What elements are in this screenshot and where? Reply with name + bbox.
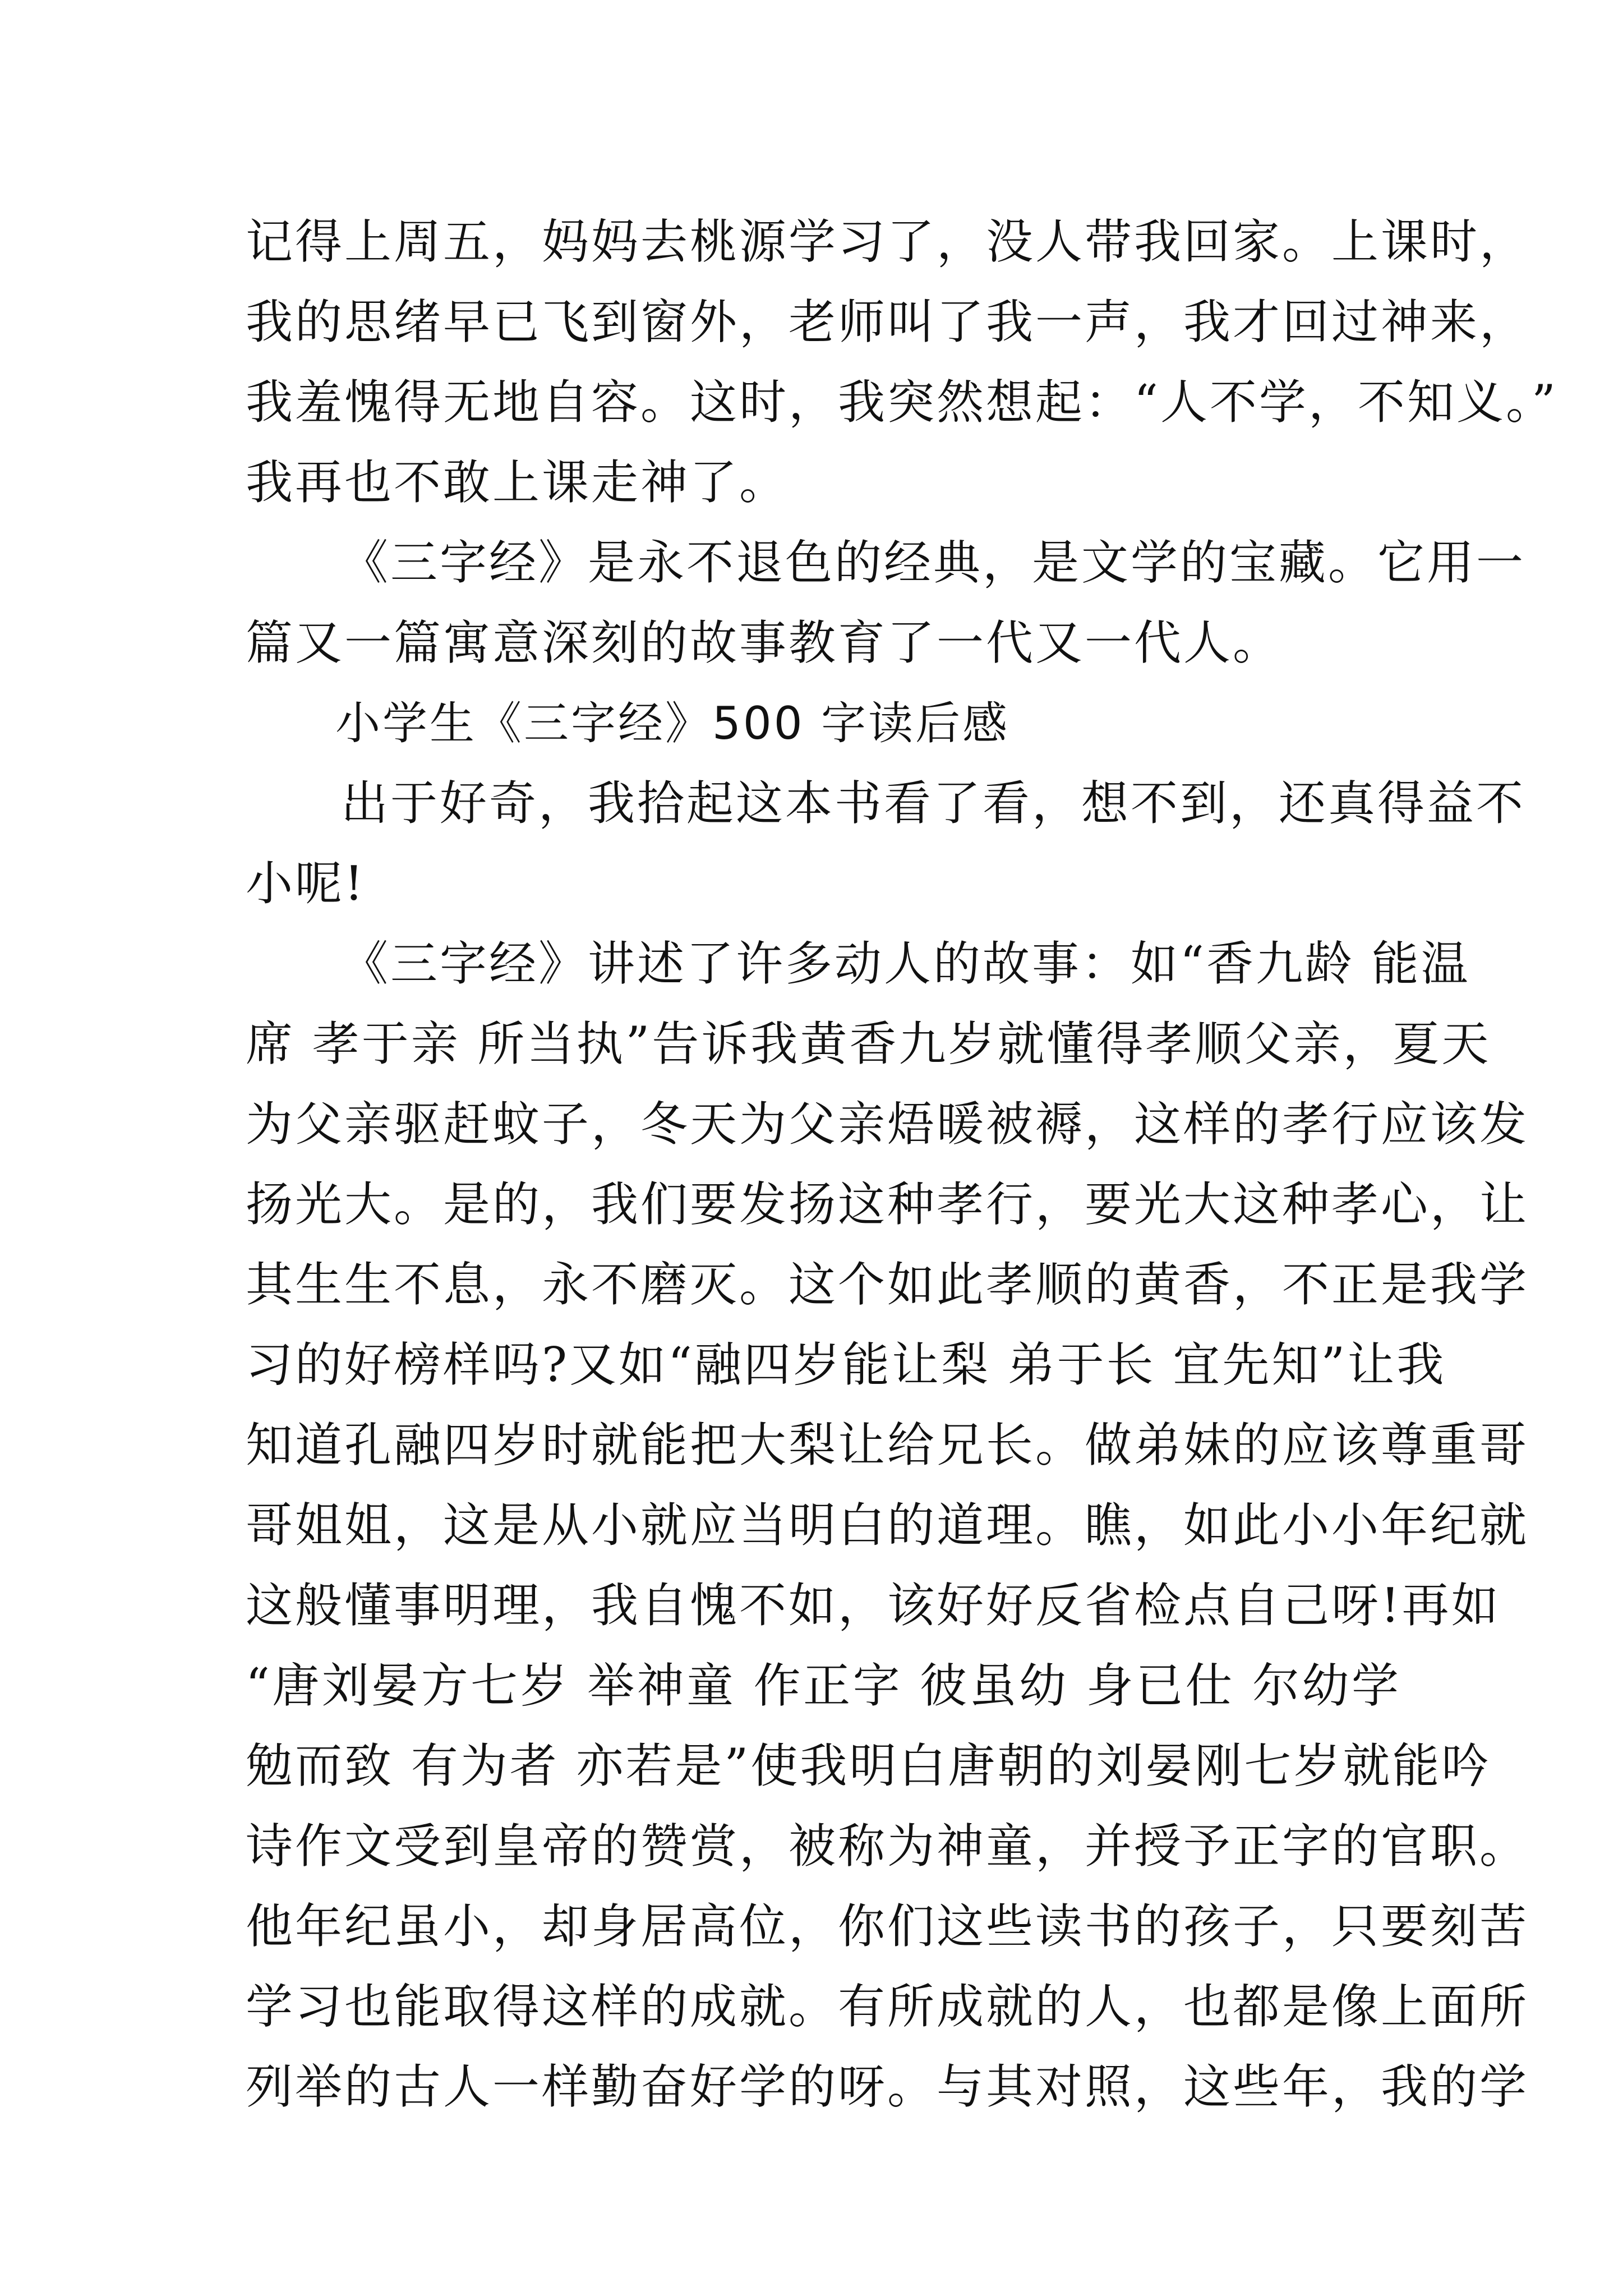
paragraph-line: 小呢! <box>246 856 366 911</box>
paragraph-line: 列举的古人一样勤奋好学的呀。与其对照，这些年，我的学 <box>246 2059 1529 2114</box>
paragraph-line: 知道孔融四岁时就能把大梨让给兄长。做弟妹的应该尊重哥 <box>246 1418 1529 1473</box>
paragraph-line: 出于好奇，我拾起这本书看了看，想不到，还真得益不 <box>341 776 1526 831</box>
paragraph-line: 我羞愧得无地自容。这时，我突然想起：“人不学，不知义。” <box>246 375 1558 430</box>
paragraph-line: 诗作文受到皇帝的赞赏，被称为神童，并授予正字的官职。 <box>246 1819 1529 1874</box>
paragraph-line: 记得上周五，妈妈去桃源学习了，没人带我回家。上课时， <box>246 214 1529 269</box>
paragraph-line: 为父亲驱赶蚊子，冬天为父亲焐暖被褥，这样的孝行应该发 <box>246 1097 1529 1152</box>
paragraph-line: 扬光大。是的，我们要发扬这种孝行，要光大这种孝心，让 <box>246 1177 1529 1232</box>
paragraph-line: 他年纪虽小，却身居高位，你们这些读书的孩子，只要刻苦 <box>246 1899 1529 1954</box>
paragraph-line: 习的好榜样吗?又如“融四岁能让梨 弟于长 宜先知”让我 <box>246 1337 1446 1392</box>
paragraph-line: 我的思绪早已飞到窗外，老师叫了我一声，我才回过神来， <box>246 295 1529 349</box>
paragraph-line: 席 孝于亲 所当执”告诉我黄香九岁就懂得孝顺父亲，夏天 <box>246 1016 1491 1071</box>
section-title: 小学生《三字经》500 字读后感 <box>335 697 1010 749</box>
paragraph-line: 勉而致 有为者 亦若是”使我明白唐朝的刘晏刚七岁就能吟 <box>246 1738 1491 1793</box>
paragraph-line: 《三字经》讲述了许多动人的故事：如“香九龄 能温 <box>341 936 1470 991</box>
paragraph-line: 学习也能取得这样的成就。有所成就的人，也都是像上面所 <box>246 1979 1529 2034</box>
paragraph-line: 这般懂事明理，我自愧不如，该好好反省检点自己呀!再如 <box>246 1578 1501 1633</box>
paragraph-line: “唐刘晏方七岁 举神童 作正字 彼虽幼 身已仕 尔幼学 <box>246 1658 1401 1713</box>
paragraph-line: 其生生不息，永不磨灭。这个如此孝顺的黄香，不正是我学 <box>246 1257 1529 1312</box>
document-body <box>246 202 1558 2127</box>
paragraph-line: 《三字经》是永不退色的经典，是文学的宝藏。它用一 <box>341 535 1526 590</box>
paragraph-line: 哥姐姐，这是从小就应当明白的道理。瞧，如此小小年纪就 <box>246 1498 1529 1553</box>
paragraph-line: 篇又一篇寓意深刻的故事教育了一代又一代人。 <box>246 615 1283 670</box>
paragraph-line: 我再也不敢上课走神了。 <box>246 455 789 510</box>
